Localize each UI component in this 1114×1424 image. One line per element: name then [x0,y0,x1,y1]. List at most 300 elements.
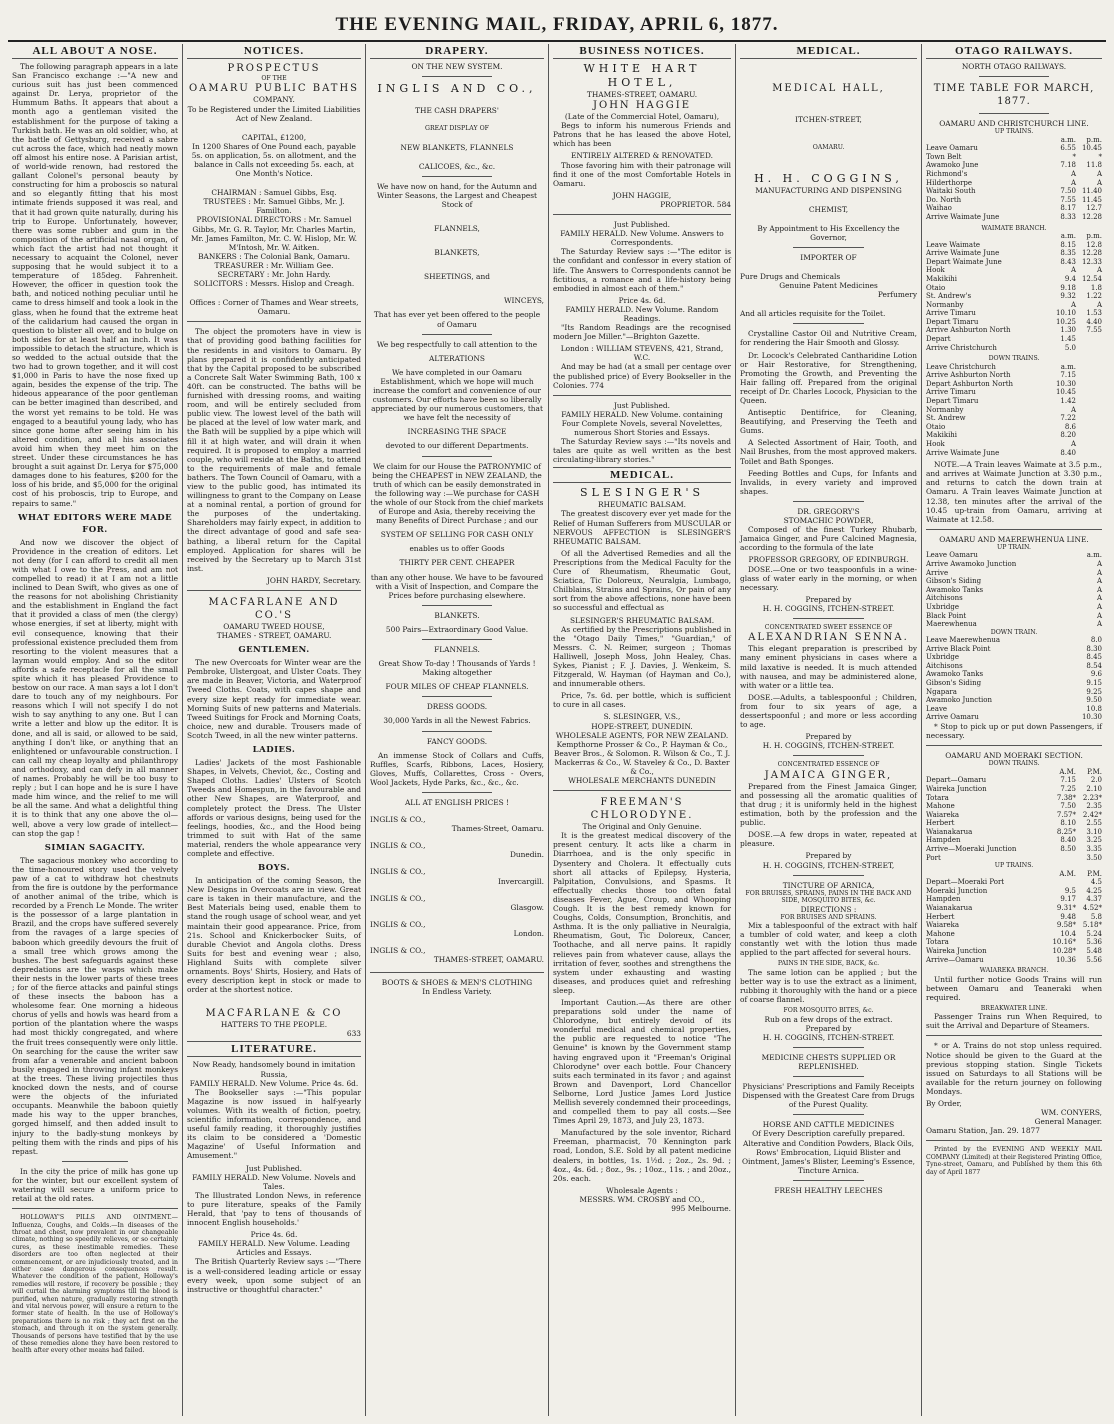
importer: IMPORTER OF [800,252,857,262]
blankets-heading: BLANKETS. [434,610,480,620]
timetable-row [926,179,1102,188]
agents-list: Kempthorne Prosser & Co., P. Hayman & Co., Beaver Bros., & Solomon. R. Wilson & Co., T. J. Mackerras & Co., W. Staveley & Co., D. Baxter & Co., [553,739,731,776]
locock-lotion: Dr. Locock's Celebrated Cantharidine Lotion or Hair Restorative, for Strengthening, Promoting the Growth, and Preventing the Hair falling off. Prepared from the original receipt of Dr. Charles Locock, Physician to the Queen. [740,350,917,405]
timetable-station: Totara [926,938,949,947]
perfumery: Perfumery [877,290,917,300]
timetable-time [1050,854,1076,863]
timetable-time [1076,388,1102,397]
section-drapery: DRAPERY. [370,44,544,59]
timetable-time: 3.25 [1086,836,1102,845]
timetable-time [1076,414,1102,423]
timetable-time: 10.25 [1055,317,1076,326]
timetable-station: Leave Oamaru [926,144,978,153]
timetable-station: Herbert [926,912,955,921]
inglis-address-place: THAMES-STREET, OAMARU. [433,955,544,965]
timetable-header [926,136,1102,145]
timetable-time: 8.50 [1060,845,1076,854]
senna-title: ALEXANDRIAN SENNA. [748,632,909,644]
item-blankets: BLANKETS, [434,248,480,258]
column-news [8,44,183,1416]
timetable-row [926,440,1102,449]
offer-goods: enables us to offer Goods [409,544,505,554]
north-otago: NORTH OTAGO RAILWAYS. [961,62,1067,71]
timetable-station: Hook [926,266,945,275]
timetable-time [1076,423,1102,432]
fh-london: London : WILLIAM STEVENS, 421, Strand, W.C. [560,344,724,363]
ladies-heading: LADIES. [252,745,296,756]
timetable-row [926,344,1102,353]
timetable-station: Arrive—Oamaru [926,955,984,964]
timetable-station: Leave Oamaru [926,551,978,560]
timetable-station [926,768,1050,777]
macfarlane-sign: MACFARLANE & CO [205,1008,343,1020]
timetable-time: 5.48 [1086,947,1102,955]
timetable-time: 7.38* [1056,793,1076,802]
inglis-addresses [370,815,544,964]
timetable-station: Totara [926,793,949,802]
timetable-time: A [1096,559,1102,568]
baths-solicitors: SOLICITORS : Messrs. Hislop and Creagh. [193,279,355,289]
timetable-time: 9.4 [1064,274,1076,283]
fh-published-1: Just Published. [613,220,671,230]
timetable-time: 8.6 [1064,422,1076,431]
timetable-row [926,258,1102,267]
timetable-time: 9.50 [1086,696,1102,705]
fh-published-2: Just Published. [613,400,671,410]
arnica-title: TINCTURE OF ARNICA, [782,880,875,890]
timetable-row [926,913,1102,922]
prospectus-of: OF THE [261,75,287,82]
timetable-time: 9.15 [1086,679,1102,688]
drugs: Pure Drugs and Chemicals [740,271,841,281]
slesinger-street: HOPE-STREET, DUNEDIN. [591,721,693,731]
timetable-row [926,266,1102,275]
call-attention: We beg respectfully to call attention to the [376,339,538,349]
medical-hall: MEDICAL HALL, [772,83,885,94]
dress-goods-heading: DRESS GOODS. [426,702,488,712]
timetable-moeraki-down [926,768,1102,863]
column-notices [183,44,366,1416]
timetable-station: Arrive Oamaru [926,713,979,722]
timetable-row [926,170,1102,179]
timetable-station: Waihao [926,204,952,213]
timetable-time: 4.52* [1082,904,1102,913]
timetable-time: 12.8 [1086,240,1102,249]
timetable-time: 9.17 [1060,895,1076,904]
headline-editors: WHAT EDITORS WERE MADE FOR. [17,512,173,535]
timetable-station: Otaio [926,283,946,292]
inglis-address [370,841,544,859]
timetable-time: 12.33 [1081,257,1102,266]
mosquito-body: Rub on a few drops of the extract. [764,1014,893,1024]
timetable-row [926,612,1102,621]
timetable-row [926,653,1102,662]
imprint: Printed by the EVENING AND WEEKLY MAIL COMPANY (Limited) at their Registered Printing Office, Tyne-street, Oamaru, and Published by them this 6th day of April 1877 [926,1146,1102,1176]
timetable-station: Hampden [926,836,961,845]
timetable-time: 9.18 [1060,283,1076,292]
timetable-row [926,449,1102,458]
timetable-time: 10.10 [1055,309,1076,318]
headline-simian: SIMIAN SAGACITY. [44,842,146,853]
timetable-row [926,551,1102,560]
horse-medicines: HORSE AND CATTLE MEDICINES [762,1120,895,1130]
timetable-time: 2.35 [1086,802,1102,811]
timetable-row [926,845,1102,854]
timetable-time: 7.22 [1060,414,1076,423]
timetable-station: Waiareka [926,810,960,819]
chlorodyne-agents: Wholesale Agents : [606,1185,678,1195]
timetable-time: 11.40 [1081,187,1102,196]
timetable-time: 10.45 [1081,144,1102,153]
timetable-time [1076,449,1102,458]
timetable-station: Leave Waimate [926,240,981,249]
timetable-time: 7.50 [1060,802,1076,811]
timetable-maerewhenua-down [926,636,1102,722]
prescriptions: Physicians' Prescriptions and Family Receipts Dispensed with the Greatest Care from Drugs of the Purest Quality. [742,1082,915,1110]
advert-holloway: HOLLOWAY'S PILLS AND OINTMENT.—Influenza, Coughs, and Colds.—In diseases of the throat and chest, now prevalent in our changeable climate, nothing so speedily relieves, or so certainly cures, as these inestimable remedies. These disorders are too often neglected at their commencement, or are injudiciously treated, and in either case dangerous consequences result. Whatever the condition of the patient, Holloway's remedies will restore, if recovery be possible ; they will curtail the alarming symptoms till the blood is purified, when nature, gradually restoring strength and vital nervous power, will ensure a return to the former state of health. In the use of Holloway's preparations there is no risk ; they act first on the stomach, and through it on the system generally. Thousands of persons have testified that by the use of these remedies alone they have been restored to health after every other means had failed. [12,1214,178,1355]
timetable-time: 8.43 [1060,257,1076,266]
timetable-row [926,161,1102,170]
section-medical-2: MEDICAL. [740,44,917,59]
moeraki-section: OAMARU AND MOERAKI SECTION. [945,751,1083,761]
timetable-row [926,326,1102,335]
timetable-time: 8.0 [1090,636,1102,645]
haggie-begs: Begs to inform his numerous Friends and Patrons that he has leased the above Hotel, which has been [553,121,731,149]
baths-trustees: TRUSTEES : Mr. Samuel Gibbs, Mr. J. Familton. [203,197,345,216]
fh-answers: FAMILY HERALD. New Volume. Answers to Correspondents. [560,229,724,248]
timetable-station: Waianakarua [926,827,973,836]
stomachic-powder: STOMACHIC POWDER, [783,516,874,526]
timetable-row [926,560,1102,569]
timetable-time: 5.24 [1086,929,1102,938]
inglis-address-place: Thames-Street, Oamaru. [451,824,544,834]
blankets-value: 500 Pairs—Extraordinary Good Value. [385,624,529,634]
timetable-time: p.m. [1086,135,1102,144]
section-literature: LITERATURE. [187,1041,361,1057]
baths-directors: PROVISIONAL DIRECTORS : Mr. Samuel Gibbs, Mr. G. R. Taylor, Mr. Charles Martin, Mr. James Familton, Mr. C. W. Hislop, Mr. W. M'Intosh, Mr. W. Aitken. [190,215,358,252]
timetable-station: Awamoko Tanks [926,585,984,594]
inglis-address [370,894,544,912]
timetable-row [926,662,1102,671]
leeches: FRESH HEALTHY LEECHES [774,1185,883,1195]
timetable-time: A.M. [1059,767,1076,776]
timetable-time: 3.50 [1086,853,1102,862]
fancy-goods-body: An immense Stock of Collars and Cuffs, Ruffles, Scarfs, Ribbons, Laces, Hosiery, Gloves, Muffs, Collarettes, Cross - Overs, Wool Jackets, Hyde Parks, &c., &c., &c. [370,750,544,787]
timetable-time [1076,397,1102,406]
cash-only: SYSTEM OF SELLING FOR CASH ONLY [380,530,534,540]
timetable-time: 8.45 [1086,653,1102,662]
timetable-time: A [1096,568,1102,577]
timetable-time: 9.25 [1086,687,1102,696]
inglis-address-name: INGLIS & CO., [370,893,426,903]
timetable-time: A.M. [1059,869,1076,878]
timetable-time: 11.8 [1086,161,1102,170]
white-hart-street: THAMES-STREET, OAMARU. [586,90,698,99]
drapery-stock: We have now on hand, for the Autumn and Winter Seasons, the Largest and Cheapest Stock of [377,181,537,209]
baths-treasurer: TREASURER : Mr. William Gee. [214,260,334,270]
timetable-up [926,136,1102,222]
masthead-rule [8,40,1106,42]
timetable-row [926,802,1102,811]
gregory-professor: PROFESSOR GREGORY, OF EDINBURGH. [748,555,909,565]
timetable-station: Gibson's Siding [926,679,982,688]
timetable-time: 7.55 [1060,195,1076,204]
haggie-renovated: ENTIRELY ALTERED & RENOVATED. [571,151,713,161]
inglis-address-place: Glasgow. [510,902,544,912]
timetable-time: 10.30 [1055,379,1076,388]
timetable-row [926,930,1102,939]
bruises-body: Mix a tablespoonful of the extract with half a tumbler of cold water, and keep a cloth constantly wet with the lotion thus made applied to the part affected for several hours. [740,921,917,958]
breakwater-text: Passenger Trains run When Required, to suit the Arrival and Departure of Steamers. [926,1012,1102,1031]
timetable-row [926,636,1102,645]
timetable-station: Arrive Waimate June [926,448,1000,457]
timetable-row [926,811,1102,820]
timetable-row [926,213,1102,222]
timetable-station: Arrive Black Point [926,644,991,653]
timetable-station: Depart Ashburton North [926,379,1014,388]
timetable-row [926,794,1102,803]
white-hart-title: WHITE HART HOTEL, [583,62,701,89]
timetable-row [926,431,1102,440]
lit-published: Just Published. [245,1163,303,1173]
mosquito-heading: FOR MOSQUITO BITES, &c. [783,1007,874,1015]
timetable-station: Arrive Ashburton North [926,371,1011,380]
timetable-time: 9.32 [1060,292,1076,301]
timetable-time: 2.42* [1082,810,1102,819]
oamaru: OAMARU. [812,144,845,152]
timetable-time [1076,371,1102,380]
timetable-station: Waiareka [926,921,960,930]
timetable-time: 4.37 [1086,895,1102,904]
timetable-station: Leave Maerewhenua [926,636,1001,645]
timetable-row [926,335,1102,344]
timetable-row [926,388,1102,397]
timetable-time: 8.40 [1060,836,1076,845]
gregory-dose: DOSE.—One or two teaspoonfuls in a wine-glass of water early in the morning, or when necessary. [740,564,917,592]
baths-offices: Offices : Corner of Thames and Wear streets, Oamaru. [189,298,359,317]
timetable-row [926,275,1102,284]
timetable-row [926,577,1102,586]
timetable-station: Arrive Timaru [926,309,976,318]
baths-chairman: CHAIRMAN : Samuel Gibbs, Esq. [211,188,337,198]
haggie-late: (Late of the Commercial Hotel, Oamaru), [564,112,720,122]
timetable-row [926,603,1102,612]
timetable-time: 8.25* [1056,827,1076,836]
timetable-station: Aitchisons [926,594,963,603]
english-prices: ALL AT ENGLISH PRICES ! [404,798,510,807]
flannels-show: Great Show To-day ! Thousands of Yards ! Making altogether [378,659,536,678]
timetable-time: 7.25 [1060,784,1076,793]
timetable-time: 4.40 [1086,317,1102,326]
prospectus-title: PROSPECTUS [227,63,321,74]
timetable-station: Depart Timaru [926,397,979,406]
coggins-name: H. H. COGGINS, [754,171,903,185]
timetable-time: A [1070,178,1076,187]
inglis-address [370,946,544,964]
timetable-row [926,696,1102,705]
macfarlane-street: THAMES - STREET, OAMARU. [216,631,332,641]
timetable-down [926,363,1102,458]
timetable-station: Depart Waimate June [926,257,1002,266]
haggie-name: JOHN HAGGIE [592,100,692,112]
moeraki-down: DOWN TRAINS. [988,760,1040,768]
timetable-station: Waireka Junction [926,947,987,955]
directions: DIRECTIONS : [800,904,857,914]
lit-review-1: The Bookseller says :—"This popular Magazine is now issued in half-yearly volumes. With its wealth of fiction, poetry, scientific information, correspondence, and useful family reading, it thoroughly justifies its claim to be considered a 'Domestic Magazine' of Useful Information and Amusement." [187,1087,361,1161]
timetable-row [926,947,1102,956]
balsam-price: Price, 7s. 6d. per bottle, which is sufficient to cure in all cases. [553,691,731,710]
by-order: By Order, [926,1099,962,1109]
timetable-time: 4.25 [1086,886,1102,895]
timetable-time: 9.5 [1064,886,1076,895]
pains-heading: PAINS IN THE SIDE, BACK, &c. [777,960,880,968]
lit-herald-3: FAMILY HERALD. New Volume. Leading Articles and Essays. [197,1239,351,1258]
lit-review-3: The British Quarterly Review says :—"There is a well-considered leading article or essay every week, upon some subject of an instructive or thoughtful character." [187,1257,361,1294]
timetable-row [926,887,1102,896]
moeraki-up: UP TRAINS. [994,862,1034,870]
bruises-heading: FOR BRUISES AND SPRAINS. [780,913,877,921]
timetable-row [926,187,1102,196]
fh-review-3: The Saturday Review says :—"Its novels and tales are quite as well written as the best circulating-library stories." [553,437,731,465]
timetable-time: 12.28 [1081,212,1102,221]
coggins-trade: MANUFACTURING AND DISPENSING [755,185,902,195]
timetable-time: 10.16* [1052,938,1076,947]
timetable-station: Depart [926,335,951,344]
up-trains: UP TRAINS. [994,128,1034,136]
timetable-row [926,620,1102,629]
timetable-row [926,363,1102,372]
timetable-row [926,586,1102,595]
timetable-time: 3.10 [1086,827,1102,836]
four-miles: FOUR MILES OF CHEAP FLANNELS. [385,682,529,692]
timetable-station: Arrive Ashburton North [926,326,1011,335]
timetable-station: Waitaki South [926,187,976,196]
gentlemen-body: The new Overcoats for Winter wear are the Pembroke, Ulstergoat, and Ulster Coats. They are made in Beaver, Victoria, and Waterproof Tweed Cloths. Coats, with capes shape and every size kept ready for immediate wear. Morning Suits of new patterns and Materials. Tweed Suitings for Frock and Morning Coats, choice, new and durable. Trousers made of Scotch Tweed, in all the new winter patterns. [187,658,361,740]
chlorodyne-made: Manufactured by the sole inventor, Richard Freeman, pharmacist, 70 Kennington park road, London, S.E. Sold by all patent medicine dealers, in bottles, 1s. 1½d. ; 2oz., 2s. 9d. ; 4oz., 4s. 6d. ; 8oz., 9s. ; 10oz., 11s. ; and 20oz., 20s. each. [553,1128,731,1183]
offered-oamaru: That has ever yet been offered to the people of Oamaru [373,310,541,329]
baths-company: COMPANY. [253,95,295,105]
breakwater-line: BREAKWATER LINE. [980,1004,1048,1012]
section-business: BUSINESS NOTICES. [553,44,731,59]
timetable-station: Normanby [926,405,964,414]
inglis-address-place: Invercargill. [497,876,544,886]
timetable-station: Arrive Waimate June [926,212,1000,221]
balsam-certified: As certified by the Prescriptions published in the "Otago Daily Times," "Guardian," of Messrs. C. N. Reimer, surgeon ; Thomas Halliwell, Joseph Moss, John Healey, Chas. Sykes, Pianist ; F. J. Davies, J. Wenkeim, S. Fitzgerald, W. Hayman (of Hayman and Co.), and innumerable others. [553,624,731,689]
timetable-station: Mahone [926,802,955,811]
timetable-station: Mahone [926,929,955,938]
timetable-time: A [1070,440,1076,448]
time-table-title: TIME TABLE FOR MARCH, 1877. [933,83,1095,108]
brushes: A Selected Assortment of Hair, Tooth, and Nail Brushes, from the most approved makers. Toilet and Bath Sponges. [740,438,917,466]
timetable-time: 8.30 [1086,644,1102,653]
departments: devoted to our different Departments. [385,441,529,451]
timetable-time: 9.58* [1056,921,1076,930]
coggins-sign-1: H. H. COGGINS, ITCHEN-STREET. [762,603,895,613]
timetable-row [926,204,1102,213]
section-railways: OTAGO RAILWAYS. [926,44,1102,59]
item-sheetings: SHEETINGS, and [424,272,490,282]
patronymic-text: We claim for our House the PATRONYMIC of being the CHEAPEST in NEW ZEALAND, the truth of which can be easily demonstrated in the following way :—We purchase for CASH the whole of our Stock from the chief markets of Europe and Asia, thereby receiving the many Benefits of Direct Purchase ; and our [370,461,544,526]
timetable-waimate [926,232,1102,352]
macfarlane-house: OAMARU TWEED HOUSE, [223,622,325,631]
timetable-station: Awamoko June [926,161,979,170]
headline-nose: ALL ABOUT A NOSE. [12,44,178,59]
timetable-row [926,284,1102,293]
timetable-time: 8.54 [1086,661,1102,670]
down-trains: DOWN TRAINS. [988,355,1040,363]
timetable-station: Arrive Timaru [926,388,976,397]
timetable-time: A [1070,405,1076,414]
timetable-row [926,423,1102,432]
boots-shoes: BOOTS & SHOES & MEN'S CLOTHING [381,978,533,988]
timetable-row [926,292,1102,301]
maerewhenua-line: OAMARU AND MAEREWHENUA LINE. [939,534,1089,544]
timetable-station: St. Andrew's [926,292,972,301]
timetable-row [926,705,1102,714]
timetable-time: 7.15 [1060,371,1076,380]
timetable-row [926,921,1102,930]
timetable-time: 9.48 [1060,912,1076,921]
timetable-time: a.m. [1060,231,1076,240]
timetable-row [926,414,1102,423]
flannels-heading: FLANNELS. [434,644,480,654]
timetable-time: P.M. [1087,767,1102,776]
coggins-appointment: By Appointment to His Excellency the Governor, [757,223,900,242]
timetable-time: a.m. [1060,362,1076,371]
fh-novels: FAMILY HERALD. New Volume. containing Four Complete Novels, several Novelettes, numerous Short Stories and Essays. [561,409,723,437]
timetable-time: 8.15 [1060,240,1076,249]
balsam-name: SLESINGER'S RHEUMATIC BALSAM. [569,615,715,625]
chlorodyne-original: The Original and Only Genuine. [582,822,702,832]
masthead: THE EVENING MAIL, FRIDAY, APRIL 6, 1877. [335,14,779,35]
calicoes: CALICOES, &c., &c. [418,161,496,171]
baths-secretary: SECRETARY : Mr. John Hardy. [217,270,331,279]
pains-body: The same lotion can be applied ; but the better way is to use the extract as a liniment, rubbing it thoroughly with the hand or a piece of coarse flannel. [740,967,917,1005]
timetable-time: 5.0 [1064,343,1076,352]
senna-body: This elegant preparation is prescribed by many eminent physicians in cases where a mild laxative is needed. It is much attended with nausea, and may be administered alone, with water or a little tea. [740,644,917,690]
timetable-station [926,870,1050,879]
timetable-station: Leave Christchurch [926,362,996,371]
gregory-title: DR. GREGORY'S [797,506,860,516]
timetable-row [926,241,1102,250]
timetable-time: a.m. [1060,135,1076,144]
timetable-station: Leave [926,704,948,713]
timetable-time: 10.36 [1055,955,1076,964]
timetable-station: Port [926,853,941,862]
timetable-time: 10.45 [1055,388,1076,397]
haggie-favoring: Those favoring him with their patronage will find it one of the most Comfortable Hotels in Oamaru. [553,160,731,188]
timetable-station: Black Point [926,611,967,620]
timetable-station: Town Belt [926,152,962,161]
timetable-header [926,870,1102,879]
column-medical [736,44,922,1416]
timetable-time: 1.45 [1060,335,1076,344]
patent-medicines: Genuine Patent Medicines [779,281,878,291]
timetable-row [926,836,1102,845]
timetable-station: Hilderthorpe [926,178,973,187]
timetable-station: Arrive—Moeraki Junction [926,845,1017,854]
timetable-time: 10.8 [1086,704,1102,713]
item-winceys: WINCEYS, [503,296,544,306]
timetable-row [926,938,1102,947]
timetable-row [926,819,1102,828]
timetable-row [926,594,1102,603]
timetable-station: Depart—Oamaru [926,776,987,785]
timetable-row [926,301,1102,310]
timetable-time [1076,380,1102,389]
timetable-time [1076,344,1102,353]
timetable-row [926,904,1102,913]
